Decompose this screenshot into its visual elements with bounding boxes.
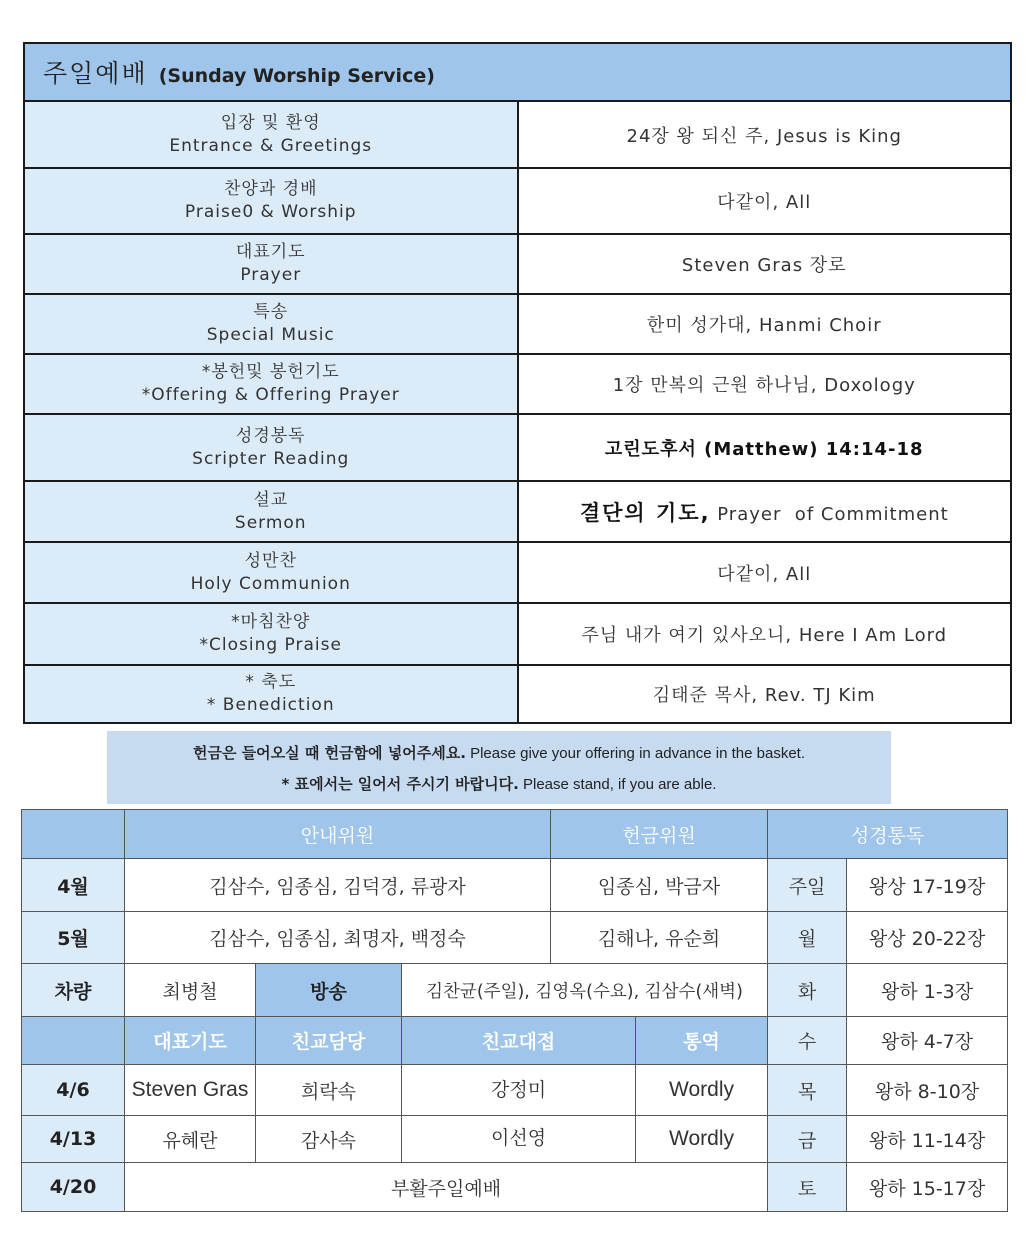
- easter-service: 부활주일예배: [125, 1163, 768, 1212]
- notice-stand-en: Please stand, if you are able.: [518, 776, 717, 793]
- order-label-ko: 성경봉독: [235, 425, 306, 446]
- vehicle-name: 최병철: [125, 964, 256, 1017]
- sermon-title-en: Prayer of Commitment: [710, 503, 949, 525]
- reading-day: 금: [768, 1116, 847, 1163]
- scripture-reference: 고린도후서 (Matthew) 14:14-18: [604, 438, 924, 460]
- notice-stand-ko: * 표에서는 일어서 주시기 바랍니다.: [281, 775, 519, 793]
- month-label: 5월: [22, 912, 125, 964]
- order-title-en: (Sunday Worship Service): [158, 65, 435, 87]
- fellowship-lead: 희락속: [256, 1065, 402, 1116]
- broadcast-names: 김찬균(주일), 김영옥(수요), 김삼수(새벽): [402, 964, 768, 1017]
- schedule-corner-cell: [22, 810, 125, 859]
- order-value: 한미 성가대, Hanmi Choir: [518, 294, 1012, 354]
- reading-passage: 왕하 1-3장: [847, 964, 1008, 1017]
- interpret-header: 통역: [636, 1017, 768, 1065]
- week-date: 4/13: [22, 1116, 125, 1163]
- offering-names: 임종심, 박금자: [551, 859, 768, 912]
- reading-passage: 왕하 8-10장: [847, 1065, 1008, 1116]
- reading-passage: 왕상 20-22장: [847, 912, 1008, 964]
- week-date: 4/6: [22, 1065, 125, 1116]
- order-label-en: Sermon: [234, 512, 307, 533]
- interpreter: Wordly: [636, 1065, 768, 1116]
- order-label-ko: * 축도: [245, 672, 297, 692]
- worship-order-header: [24, 43, 1011, 101]
- order-label-ko: *마침찬양: [231, 612, 311, 632]
- notice-line-stand: [107, 769, 891, 800]
- order-label-ko: 입장 및 환영: [220, 112, 321, 133]
- reading-day: 화: [768, 964, 847, 1017]
- order-label-ko: *봉헌및 봉헌기도: [201, 362, 340, 382]
- order-label-ko: 찬양과 경배: [223, 179, 318, 199]
- order-label-ko: 특송: [253, 302, 289, 322]
- sermon-title-ko: 결단의 기도,: [579, 500, 711, 525]
- order-label-en: * Benediction: [206, 695, 335, 715]
- offering-notice: [107, 731, 891, 804]
- order-value: 다같이, All: [518, 542, 1012, 603]
- schedule-table: [21, 809, 1008, 1212]
- order-label-ko: 설교: [253, 489, 289, 510]
- prayer-person: 유혜란: [125, 1116, 256, 1163]
- order-label-en: *Offering & Offering Prayer: [141, 385, 400, 405]
- reading-day: 주일: [768, 859, 847, 912]
- reading-passage: 왕하 4-7장: [847, 1017, 1008, 1065]
- order-label-en: Entrance & Greetings: [169, 135, 373, 156]
- offering-header: 헌금위원: [551, 810, 768, 859]
- order-label: [24, 168, 518, 234]
- order-value: [518, 481, 1012, 542]
- order-value: 다같이, All: [518, 168, 1012, 234]
- fellowship-host: 강정미: [402, 1065, 636, 1116]
- order-value: 1장 만복의 근원 하나님, Doxology: [518, 354, 1012, 414]
- order-label-en: Praise0 & Worship: [184, 202, 357, 222]
- notice-line-offering: [107, 731, 891, 769]
- notice-offering-en: Please give your offering in advance in the basket.: [465, 745, 806, 762]
- ushers-header: 안내위원: [125, 810, 551, 859]
- order-label-ko: 대표기도: [235, 242, 306, 262]
- order-label-en: Holy Communion: [190, 573, 351, 594]
- ushers-names: 김삼수, 임종심, 김덕경, 류광자: [125, 859, 551, 912]
- order-label: [24, 101, 518, 168]
- reading-day: 토: [768, 1163, 847, 1212]
- reading-day: 수: [768, 1017, 847, 1065]
- order-label: [24, 481, 518, 542]
- fellowship-lead: 감사속: [256, 1116, 402, 1163]
- month-label: 4월: [22, 859, 125, 912]
- reading-day: 월: [768, 912, 847, 964]
- order-label: [24, 294, 518, 354]
- reading-passage: 왕상 17-19장: [847, 859, 1008, 912]
- fellowship-host: 이선영: [402, 1116, 636, 1163]
- order-value: Steven Gras 장로: [518, 234, 1012, 294]
- reading-day: 목: [768, 1065, 847, 1116]
- fellowship-host-header: 친교대접: [402, 1017, 636, 1065]
- reading-passage: 왕하 15-17장: [847, 1163, 1008, 1212]
- order-label-ko: 성만찬: [244, 550, 297, 571]
- worship-order-table: [23, 42, 1012, 724]
- prayer-role-header: 대표기도: [125, 1017, 256, 1065]
- week-date: 4/20: [22, 1163, 125, 1212]
- order-value: [518, 414, 1012, 481]
- order-value: 주님 내가 여기 있사오니, Here I Am Lord: [518, 603, 1012, 665]
- order-label: [24, 414, 518, 481]
- roles-corner-cell: [22, 1017, 125, 1065]
- order-label: [24, 665, 518, 723]
- offering-names: 김해나, 유순희: [551, 912, 768, 964]
- order-label-en: *Closing Praise: [199, 635, 342, 655]
- fellowship-lead-header: 친교담당: [256, 1017, 402, 1065]
- order-label-en: Scripter Reading: [192, 448, 350, 469]
- order-label: [24, 542, 518, 603]
- order-label-en: Prayer: [240, 265, 302, 285]
- order-label-en: Special Music: [206, 325, 335, 345]
- order-title-ko: 주일예배: [43, 59, 148, 88]
- reading-passage: 왕하 11-14장: [847, 1116, 1008, 1163]
- order-value: 김태준 목사, Rev. TJ Kim: [518, 665, 1012, 723]
- prayer-person: Steven Gras: [125, 1065, 256, 1116]
- order-value: 24장 왕 되신 주, Jesus is King: [518, 101, 1012, 168]
- bible-reading-header: 성경통독: [768, 810, 1008, 859]
- order-label: [24, 354, 518, 414]
- broadcast-label: 방송: [256, 964, 402, 1017]
- notice-offering-ko: 헌금은 들어오실 때 헌금함에 넣어주세요.: [192, 744, 466, 762]
- order-label: [24, 234, 518, 294]
- ushers-names: 김삼수, 임종심, 최명자, 백정숙: [125, 912, 551, 964]
- vehicle-label: 차량: [22, 964, 125, 1017]
- order-label: [24, 603, 518, 665]
- interpreter: Wordly: [636, 1116, 768, 1163]
